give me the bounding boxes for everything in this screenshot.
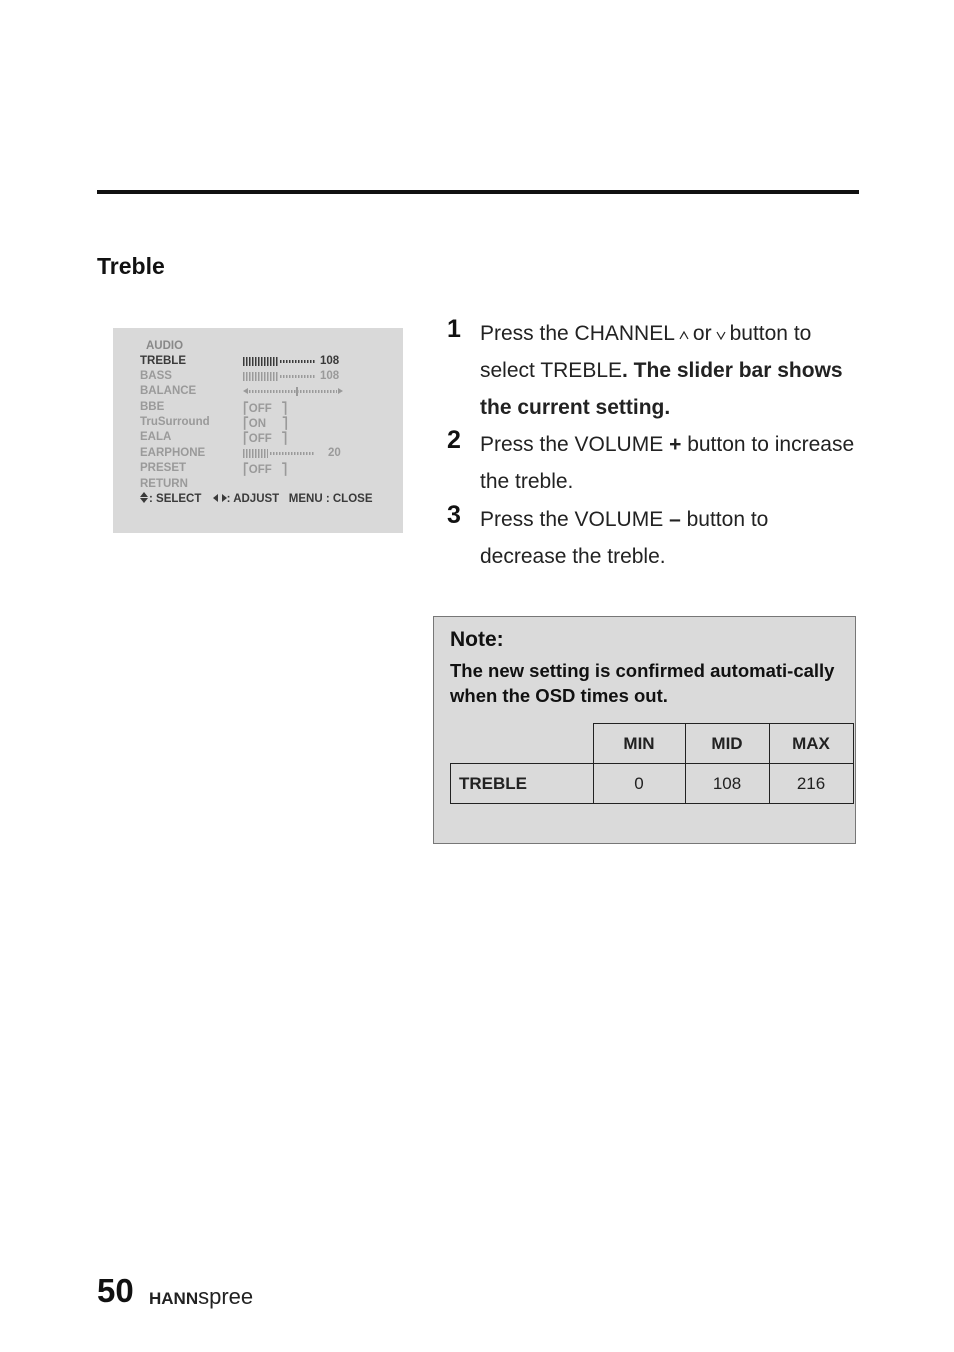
treble-slider [243,355,315,367]
osd-row-preset [140,462,390,476]
slider-bar [243,449,315,458]
earphone-slider [243,447,315,459]
osd-row-value: 20 [328,447,341,459]
table-header-cell: MIN [593,724,685,764]
table-row-label: TREBLE [451,764,594,804]
osd-row-state: ⎡OFF ⎤ [243,433,288,445]
osd-row-state: ⎡OFF ⎤ [243,464,288,476]
osd-row-label: EALA [140,431,172,443]
osd-row-label: BALANCE [140,385,197,397]
osd-row-state: ⎡OFF ⎤ [243,403,288,415]
osd-row-label: TruSurround [140,416,210,428]
osd-row-value: 108 [320,370,340,382]
table-cell: 108 [685,764,769,804]
table-cell: 216 [769,764,853,804]
left-right-arrow-icon [213,494,227,502]
osd-footer-close: MENU : CLOSE [288,493,373,505]
osd-row-return [140,478,390,492]
osd-header: AUDIO [146,340,184,352]
arrow-right-icon [338,388,343,394]
brand-logo: HANNspree [149,1284,254,1309]
slider-bar [243,372,315,381]
note-title: Note: [450,628,504,651]
osd-footer-adjust: : ADJUST [226,493,280,505]
note-box [433,616,856,844]
arrow-left-icon [243,388,248,394]
osd-row-balance [140,385,390,399]
table-row [451,764,854,804]
osd-row-label: BASS [140,370,172,382]
osd-row-treble [140,355,390,369]
osd-row-trusurround [140,416,390,430]
table-cell: 0 [593,764,685,804]
osd-row-label: BBE [140,401,165,413]
step-number: 2 [447,426,461,454]
caret-down-icon [716,330,726,340]
bass-slider [243,370,315,382]
treble-range-table [450,723,854,804]
osd-row-label: RETURN [140,478,188,490]
balance-slider [243,385,343,397]
step-number: 3 [447,501,461,529]
step-text: Press the VOLUME – button to decrease the treble. [480,508,769,568]
osd-row-bbe [140,401,390,415]
osd-row-label: TREBLE [140,355,186,367]
page-number: 50 [97,1272,134,1309]
osd-row-label: EARPHONE [140,447,206,459]
osd-audio-menu [113,328,403,533]
osd-row-label: PRESET [140,462,187,474]
osd-footer [140,491,373,505]
osd-row-state: ⎡ON ⎤ [243,418,288,430]
osd-row-value: 108 [320,355,340,367]
step-number: 1 [447,315,461,343]
table-header-cell: MID [685,724,769,764]
section-title: Treble [97,253,165,279]
osd-footer-select: : SELECT [149,493,202,505]
up-down-arrow-icon [140,492,149,503]
step-text: Press the CHANNEL or button to select TREBLE. The slider bar shows the current setting. [480,322,843,419]
note-body: The new setting is confirmed automati-cally when the OSD times out. [450,660,835,706]
osd-row-earphone [140,447,390,461]
top-rule [97,190,859,194]
slider-bar [243,357,315,366]
table-header-cell: MAX [769,724,853,764]
table-header-row [451,724,854,764]
osd-row-bass [140,370,390,384]
caret-up-icon [679,330,689,340]
osd-row-eala [140,431,390,445]
step-text: Press the VOLUME + button to increase the treble. [480,433,855,493]
